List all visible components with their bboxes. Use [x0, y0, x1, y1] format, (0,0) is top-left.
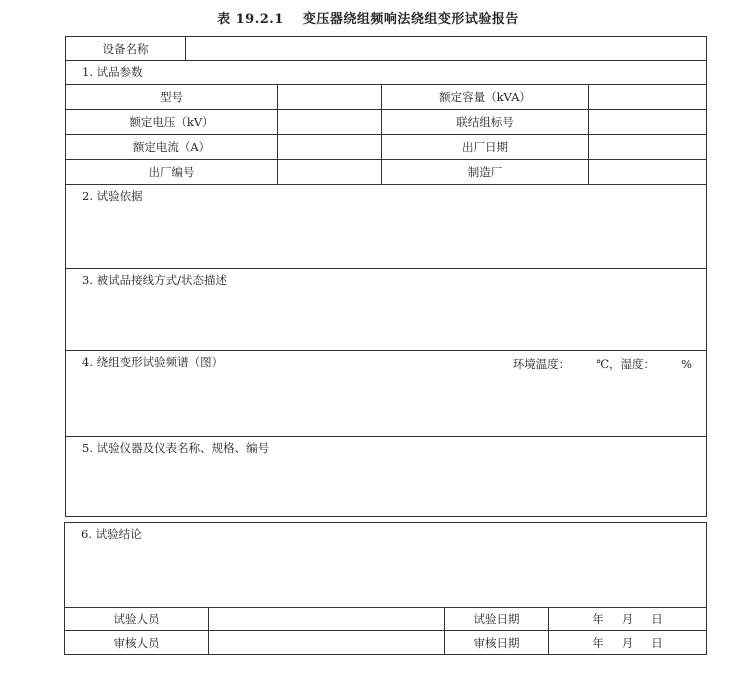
rated-current-field[interactable] — [278, 135, 382, 160]
vector-group-field[interactable] — [589, 110, 707, 135]
manufacturer-label: 制造厂 — [382, 160, 589, 185]
env-temp-unit: ℃，湿度： — [596, 357, 656, 371]
test-date-day: 日 — [651, 612, 663, 626]
device-name-field[interactable] — [186, 37, 707, 61]
test-date-month: 月 — [621, 612, 634, 626]
tester-label: 试验人员 — [65, 608, 209, 631]
title-text: 变压器绕组频响法绕组变形试验报告 — [302, 12, 519, 27]
section4-label: 4. 绕组变形试验频谱（图） — [82, 355, 224, 369]
review-date-day: 日 — [651, 635, 663, 650]
vector-group-label: 联结组标号 — [382, 110, 589, 135]
serial-number-label: 出厂编号 — [66, 160, 278, 185]
rated-capacity-label: 额定容量（kVA） — [382, 85, 589, 110]
review-date-label: 审核日期 — [445, 631, 549, 655]
section2-label: 2. 试验依据 — [82, 189, 143, 203]
section6-label: 6. 试验结论 — [81, 527, 142, 541]
rated-current-label: 额定电流（A） — [66, 135, 278, 160]
section5-label: 5. 试验仪器及仪表名称、规格、编号 — [82, 441, 270, 455]
device-name-label: 设备名称 — [66, 37, 186, 61]
review-date-field[interactable] — [549, 631, 707, 655]
review-date-year: 年 — [592, 635, 604, 650]
model-field[interactable] — [278, 85, 382, 110]
section4-spectrum[interactable] — [66, 351, 707, 437]
test-date-year: 年 — [592, 612, 604, 626]
model-label: 型号 — [66, 85, 278, 110]
section2-basis[interactable] — [66, 185, 707, 269]
manufacture-date-label: 出厂日期 — [382, 135, 589, 160]
serial-number-field[interactable] — [278, 160, 382, 185]
section6-conclusion[interactable] — [65, 523, 707, 608]
table-number: 表 19.2.1 — [217, 12, 284, 27]
section1-label: 1. 试品参数 — [82, 65, 143, 79]
env-humidity-unit: % — [681, 357, 692, 371]
section5-instruments[interactable] — [66, 437, 707, 517]
environment-conditions — [511, 356, 692, 372]
test-date-field[interactable] — [549, 608, 707, 631]
test-date-label: 试验日期 — [445, 608, 549, 631]
rated-voltage-field[interactable] — [278, 110, 382, 135]
manufacture-date-field[interactable] — [589, 135, 707, 160]
report-table-upper — [65, 36, 707, 517]
section3-wiring[interactable] — [66, 269, 707, 351]
review-date-month: 月 — [621, 635, 634, 650]
rated-capacity-field[interactable] — [589, 85, 707, 110]
report-table-lower — [64, 522, 707, 655]
section1-header — [66, 61, 707, 85]
reviewer-label: 审核人员 — [65, 631, 209, 655]
env-temp-label: 环境温度： — [512, 357, 571, 371]
reviewer-field[interactable] — [209, 631, 445, 655]
report-title — [0, 8, 736, 27]
section3-label: 3. 被试品接线方式/状态描述 — [82, 273, 228, 287]
rated-voltage-label: 额定电压（kV） — [66, 110, 278, 135]
tester-field[interactable] — [209, 608, 445, 631]
manufacturer-field[interactable] — [589, 160, 707, 185]
